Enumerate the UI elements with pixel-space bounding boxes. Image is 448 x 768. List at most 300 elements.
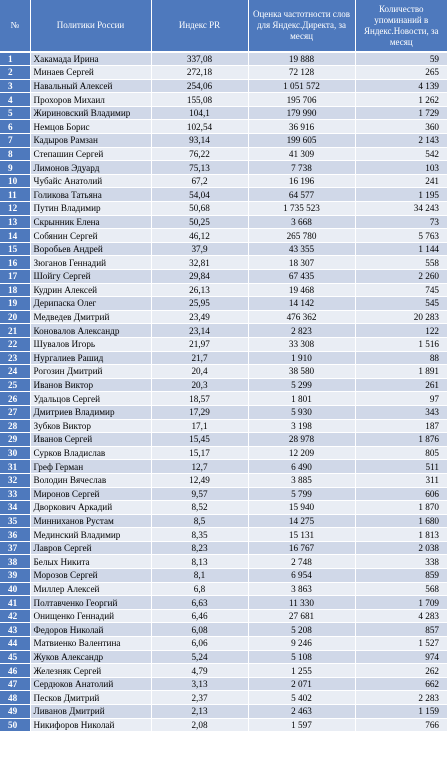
yandex-news-mentions-value: 1 262 — [355, 93, 447, 107]
politician-name: Полтавченко Георгий — [30, 596, 151, 610]
table-row — [0, 202, 447, 216]
yandex-direct-frequency-value: 265 780 — [248, 229, 355, 243]
table-row — [0, 460, 447, 474]
table-row — [0, 405, 447, 419]
row-number: 24 — [0, 365, 30, 379]
pr-index-value: 32,81 — [151, 256, 248, 270]
politician-name: Лимонов Эдуард — [30, 161, 151, 175]
yandex-news-mentions-value: 1 709 — [355, 596, 447, 610]
row-number: 20 — [0, 310, 30, 324]
politician-name: Зубков Виктор — [30, 419, 151, 433]
yandex-news-mentions-value: 20 283 — [355, 310, 447, 324]
yandex-news-mentions-value: 265 — [355, 66, 447, 80]
yandex-direct-frequency-value: 1 735 523 — [248, 202, 355, 216]
politician-name: Путин Владимир — [30, 202, 151, 216]
politician-name: Собянин Сергей — [30, 229, 151, 243]
pr-index-value: 102,54 — [151, 120, 248, 134]
row-number: 50 — [0, 718, 30, 732]
yandex-direct-frequency-value: 16 196 — [248, 174, 355, 188]
pr-index-value: 6,46 — [151, 609, 248, 623]
row-number: 35 — [0, 514, 30, 528]
politician-name: Коновалов Александр — [30, 324, 151, 338]
yandex-direct-frequency-value: 19 468 — [248, 283, 355, 297]
yandex-news-mentions-value: 1 144 — [355, 242, 447, 256]
yandex-news-mentions-value: 1 516 — [355, 337, 447, 351]
yandex-direct-frequency-value: 3 668 — [248, 215, 355, 229]
table-row — [0, 446, 447, 460]
row-number: 4 — [0, 93, 30, 107]
row-number: 31 — [0, 460, 30, 474]
row-number: 14 — [0, 229, 30, 243]
politician-name: Немцов Борис — [30, 120, 151, 134]
table-row — [0, 106, 447, 120]
row-number: 1 — [0, 52, 30, 66]
politician-name: Зюганов Геннадий — [30, 256, 151, 270]
table-row — [0, 637, 447, 651]
yandex-news-mentions-value: 606 — [355, 487, 447, 501]
row-number: 23 — [0, 351, 30, 365]
pr-index-value: 8,23 — [151, 541, 248, 555]
row-number: 36 — [0, 528, 30, 542]
table-row — [0, 52, 447, 66]
pr-index-value: 37,9 — [151, 242, 248, 256]
yandex-direct-frequency-value: 1 597 — [248, 718, 355, 732]
table-row — [0, 378, 447, 392]
yandex-news-mentions-value: 59 — [355, 52, 447, 66]
politician-name: Минниханов Рустам — [30, 514, 151, 528]
pr-index-value: 6,8 — [151, 582, 248, 596]
pr-index-value: 26,13 — [151, 283, 248, 297]
pr-index-value: 17,29 — [151, 405, 248, 419]
table-row — [0, 174, 447, 188]
yandex-direct-frequency-value: 9 246 — [248, 637, 355, 651]
yandex-direct-frequency-value: 5 799 — [248, 487, 355, 501]
yandex-direct-frequency-value: 2 071 — [248, 677, 355, 691]
pr-index-value: 21,97 — [151, 337, 248, 351]
yandex-direct-frequency-value: 476 362 — [248, 310, 355, 324]
yandex-news-mentions-value: 545 — [355, 297, 447, 311]
pr-index-value: 6,08 — [151, 623, 248, 637]
row-number: 21 — [0, 324, 30, 338]
header-name: Политики России — [30, 0, 151, 52]
yandex-direct-frequency-value: 38 580 — [248, 365, 355, 379]
yandex-news-mentions-value: 1 876 — [355, 433, 447, 447]
yandex-direct-frequency-value: 19 888 — [248, 52, 355, 66]
table-row — [0, 365, 447, 379]
table-row — [0, 134, 447, 148]
pr-index-value: 23,49 — [151, 310, 248, 324]
table-row — [0, 229, 447, 243]
row-number: 47 — [0, 677, 30, 691]
table-row — [0, 528, 447, 542]
row-number: 6 — [0, 120, 30, 134]
yandex-news-mentions-value: 97 — [355, 392, 447, 406]
pr-index-value: 8,35 — [151, 528, 248, 542]
yandex-direct-frequency-value: 2 463 — [248, 705, 355, 719]
row-number: 46 — [0, 664, 30, 678]
yandex-news-mentions-value: 974 — [355, 650, 447, 664]
politician-name: Миллер Алексей — [30, 582, 151, 596]
pr-index-value: 20,3 — [151, 378, 248, 392]
row-number: 28 — [0, 419, 30, 433]
table-row — [0, 650, 447, 664]
row-number: 33 — [0, 487, 30, 501]
row-number: 34 — [0, 501, 30, 515]
row-number: 15 — [0, 242, 30, 256]
pr-index-value: 104,1 — [151, 106, 248, 120]
row-number: 42 — [0, 609, 30, 623]
yandex-news-mentions-value: 859 — [355, 569, 447, 583]
row-number: 3 — [0, 79, 30, 93]
politician-name: Кадыров Рамзан — [30, 134, 151, 148]
yandex-direct-frequency-value: 16 767 — [248, 541, 355, 555]
table-row — [0, 310, 447, 324]
yandex-news-mentions-value: 338 — [355, 555, 447, 569]
yandex-direct-frequency-value: 1 255 — [248, 664, 355, 678]
table-row — [0, 419, 447, 433]
yandex-news-mentions-value: 241 — [355, 174, 447, 188]
politician-name: Федоров Николай — [30, 623, 151, 637]
politician-name: Голикова Татьяна — [30, 188, 151, 202]
row-number: 5 — [0, 106, 30, 120]
yandex-direct-frequency-value: 36 916 — [248, 120, 355, 134]
pr-index-value: 17,1 — [151, 419, 248, 433]
table-row — [0, 161, 447, 175]
pr-index-value: 6,63 — [151, 596, 248, 610]
yandex-direct-frequency-value: 18 307 — [248, 256, 355, 270]
yandex-news-mentions-value: 2 260 — [355, 270, 447, 284]
yandex-news-mentions-value: 1 813 — [355, 528, 447, 542]
table-row — [0, 582, 447, 596]
pr-index-value: 21,7 — [151, 351, 248, 365]
table-row — [0, 541, 447, 555]
row-number: 18 — [0, 283, 30, 297]
row-number: 22 — [0, 337, 30, 351]
yandex-news-mentions-value: 343 — [355, 405, 447, 419]
pr-index-value: 4,79 — [151, 664, 248, 678]
row-number: 37 — [0, 541, 30, 555]
yandex-direct-frequency-value: 28 978 — [248, 433, 355, 447]
yandex-news-mentions-value: 122 — [355, 324, 447, 338]
politician-name: Морозов Сергей — [30, 569, 151, 583]
pr-index-value: 272,18 — [151, 66, 248, 80]
pr-index-value: 93,14 — [151, 134, 248, 148]
politician-name: Дворкович Аркадий — [30, 501, 151, 515]
yandex-news-mentions-value: 262 — [355, 664, 447, 678]
yandex-news-mentions-value: 88 — [355, 351, 447, 365]
yandex-direct-frequency-value: 15 940 — [248, 501, 355, 515]
table-row — [0, 487, 447, 501]
yandex-direct-frequency-value: 43 355 — [248, 242, 355, 256]
politician-name: Железняк Сергей — [30, 664, 151, 678]
politician-name: Володин Вячеслав — [30, 473, 151, 487]
pr-index-value: 9,57 — [151, 487, 248, 501]
yandex-direct-frequency-value: 14 275 — [248, 514, 355, 528]
politician-name: Степашин Сергей — [30, 147, 151, 161]
politician-name: Жириновский Владимир — [30, 106, 151, 120]
politician-name: Мединский Владимир — [30, 528, 151, 542]
politician-name: Медведев Дмитрий — [30, 310, 151, 324]
table-row — [0, 473, 447, 487]
yandex-news-mentions-value: 1 195 — [355, 188, 447, 202]
table-row — [0, 270, 447, 284]
politician-name: Кудрин Алексей — [30, 283, 151, 297]
yandex-news-mentions-value: 662 — [355, 677, 447, 691]
yandex-direct-frequency-value: 5 299 — [248, 378, 355, 392]
row-number: 48 — [0, 691, 30, 705]
table-row — [0, 215, 447, 229]
row-number: 40 — [0, 582, 30, 596]
yandex-news-mentions-value: 4 283 — [355, 609, 447, 623]
table-row — [0, 351, 447, 365]
pr-index-value: 2,37 — [151, 691, 248, 705]
politician-name: Миронов Сергей — [30, 487, 151, 501]
header-num: № — [0, 0, 30, 52]
pr-index-value: 23,14 — [151, 324, 248, 338]
politician-name: Песков Дмитрий — [30, 691, 151, 705]
table-row — [0, 677, 447, 691]
yandex-direct-frequency-value: 67 435 — [248, 270, 355, 284]
yandex-news-mentions-value: 1 891 — [355, 365, 447, 379]
politician-name: Скрынник Елена — [30, 215, 151, 229]
yandex-direct-frequency-value: 5 108 — [248, 650, 355, 664]
row-number: 43 — [0, 623, 30, 637]
pr-index-value: 18,57 — [151, 392, 248, 406]
politician-name: Сурков Владислав — [30, 446, 151, 460]
table-row — [0, 147, 447, 161]
yandex-direct-frequency-value: 1 910 — [248, 351, 355, 365]
yandex-news-mentions-value: 2 283 — [355, 691, 447, 705]
yandex-news-mentions-value: 360 — [355, 120, 447, 134]
yandex-direct-frequency-value: 5 402 — [248, 691, 355, 705]
yandex-direct-frequency-value: 2 748 — [248, 555, 355, 569]
row-number: 11 — [0, 188, 30, 202]
table-row — [0, 501, 447, 515]
table-row — [0, 569, 447, 583]
politician-name: Иванов Сергей — [30, 433, 151, 447]
row-number: 38 — [0, 555, 30, 569]
politician-name: Нургалиев Рашид — [30, 351, 151, 365]
table-row — [0, 705, 447, 719]
table-row — [0, 664, 447, 678]
yandex-news-mentions-value: 542 — [355, 147, 447, 161]
yandex-direct-frequency-value: 1 051 572 — [248, 79, 355, 93]
yandex-news-mentions-value: 745 — [355, 283, 447, 297]
yandex-direct-frequency-value: 27 681 — [248, 609, 355, 623]
politician-name: Дерипаска Олег — [30, 297, 151, 311]
politician-name: Прохоров Михаил — [30, 93, 151, 107]
row-number: 39 — [0, 569, 30, 583]
table-row — [0, 283, 447, 297]
table-row — [0, 691, 447, 705]
politician-name: Лавров Сергей — [30, 541, 151, 555]
pr-index-value: 8,52 — [151, 501, 248, 515]
table-row — [0, 555, 447, 569]
pr-index-value: 155,08 — [151, 93, 248, 107]
politician-name: Белых Никита — [30, 555, 151, 569]
pr-index-value: 76,22 — [151, 147, 248, 161]
row-number: 12 — [0, 202, 30, 216]
yandex-news-mentions-value: 1 527 — [355, 637, 447, 651]
pr-index-value: 46,12 — [151, 229, 248, 243]
yandex-direct-frequency-value: 3 885 — [248, 473, 355, 487]
row-number: 16 — [0, 256, 30, 270]
pr-index-value: 6,06 — [151, 637, 248, 651]
yandex-direct-frequency-value: 1 801 — [248, 392, 355, 406]
row-number: 8 — [0, 147, 30, 161]
pr-index-value: 5,24 — [151, 650, 248, 664]
header-yandex-news-mentions: Количество упоминаний в Яндекс.Новости, за месяц — [355, 0, 447, 52]
table-row — [0, 609, 447, 623]
pr-index-value: 75,13 — [151, 161, 248, 175]
yandex-news-mentions-value: 1 729 — [355, 106, 447, 120]
yandex-direct-frequency-value: 7 738 — [248, 161, 355, 175]
yandex-news-mentions-value: 2 038 — [355, 541, 447, 555]
table-row — [0, 596, 447, 610]
politician-name: Чубайс Анатолий — [30, 174, 151, 188]
row-number: 45 — [0, 650, 30, 664]
yandex-direct-frequency-value: 11 330 — [248, 596, 355, 610]
row-number: 30 — [0, 446, 30, 460]
pr-index-value: 12,7 — [151, 460, 248, 474]
pr-index-value: 50,68 — [151, 202, 248, 216]
table-row — [0, 242, 447, 256]
table-row — [0, 392, 447, 406]
yandex-direct-frequency-value: 5 208 — [248, 623, 355, 637]
yandex-direct-frequency-value: 14 142 — [248, 297, 355, 311]
yandex-news-mentions-value: 805 — [355, 446, 447, 460]
pr-index-value: 15,45 — [151, 433, 248, 447]
row-number: 29 — [0, 433, 30, 447]
yandex-news-mentions-value: 766 — [355, 718, 447, 732]
pr-index-value: 254,06 — [151, 79, 248, 93]
row-number: 17 — [0, 270, 30, 284]
row-number: 9 — [0, 161, 30, 175]
pr-index-value: 337,08 — [151, 52, 248, 66]
yandex-news-mentions-value: 5 763 — [355, 229, 447, 243]
row-number: 19 — [0, 297, 30, 311]
yandex-direct-frequency-value: 64 577 — [248, 188, 355, 202]
row-number: 26 — [0, 392, 30, 406]
politician-name: Шойгу Сергей — [30, 270, 151, 284]
yandex-direct-frequency-value: 2 823 — [248, 324, 355, 338]
table-row — [0, 188, 447, 202]
row-number: 7 — [0, 134, 30, 148]
yandex-direct-frequency-value: 5 930 — [248, 405, 355, 419]
pr-index-value: 15,17 — [151, 446, 248, 460]
header-yandex-direct-frequency: Оценка частотности слов для Яндекс.Директа, за месяц — [248, 0, 355, 52]
table-row — [0, 514, 447, 528]
table-row — [0, 120, 447, 134]
yandex-news-mentions-value: 1 680 — [355, 514, 447, 528]
yandex-direct-frequency-value: 195 706 — [248, 93, 355, 107]
politician-name: Матвиенко Валентина — [30, 637, 151, 651]
table-row — [0, 623, 447, 637]
pr-index-value: 20,4 — [151, 365, 248, 379]
politician-name: Ливанов Дмитрий — [30, 705, 151, 719]
table-body — [0, 52, 447, 732]
yandex-news-mentions-value: 261 — [355, 378, 447, 392]
politician-name: Навальный Алексей — [30, 79, 151, 93]
yandex-direct-frequency-value: 15 131 — [248, 528, 355, 542]
politician-name: Удальцов Сергей — [30, 392, 151, 406]
yandex-news-mentions-value: 311 — [355, 473, 447, 487]
yandex-news-mentions-value: 2 143 — [355, 134, 447, 148]
header-row — [0, 0, 447, 52]
pr-index-value: 3,13 — [151, 677, 248, 691]
row-number: 10 — [0, 174, 30, 188]
row-number: 25 — [0, 378, 30, 392]
yandex-direct-frequency-value: 41 309 — [248, 147, 355, 161]
yandex-direct-frequency-value: 3 198 — [248, 419, 355, 433]
table-row — [0, 324, 447, 338]
politician-name: Жуков Александр — [30, 650, 151, 664]
politician-name: Рогозин Дмитрий — [30, 365, 151, 379]
pr-index-value: 8,1 — [151, 569, 248, 583]
yandex-news-mentions-value: 187 — [355, 419, 447, 433]
row-number: 27 — [0, 405, 30, 419]
table-row — [0, 66, 447, 80]
politician-name: Хакамада Ирина — [30, 52, 151, 66]
row-number: 2 — [0, 66, 30, 80]
pr-index-value: 25,95 — [151, 297, 248, 311]
yandex-news-mentions-value: 34 243 — [355, 202, 447, 216]
yandex-direct-frequency-value: 179 990 — [248, 106, 355, 120]
yandex-direct-frequency-value: 3 863 — [248, 582, 355, 596]
table-row — [0, 93, 447, 107]
pr-index-value: 29,84 — [151, 270, 248, 284]
yandex-direct-frequency-value: 72 128 — [248, 66, 355, 80]
table-row — [0, 337, 447, 351]
row-number: 41 — [0, 596, 30, 610]
table-row — [0, 718, 447, 732]
politician-name: Никифоров Николай — [30, 718, 151, 732]
row-number: 44 — [0, 637, 30, 651]
yandex-news-mentions-value: 1 159 — [355, 705, 447, 719]
yandex-direct-frequency-value: 33 308 — [248, 337, 355, 351]
yandex-direct-frequency-value: 12 209 — [248, 446, 355, 460]
yandex-news-mentions-value: 568 — [355, 582, 447, 596]
politician-name: Шувалов Игорь — [30, 337, 151, 351]
yandex-news-mentions-value: 4 139 — [355, 79, 447, 93]
table-row — [0, 297, 447, 311]
yandex-direct-frequency-value: 199 605 — [248, 134, 355, 148]
politician-name: Сердюков Анатолий — [30, 677, 151, 691]
politician-name: Греф Герман — [30, 460, 151, 474]
yandex-news-mentions-value: 73 — [355, 215, 447, 229]
pr-index-value: 8,5 — [151, 514, 248, 528]
pr-index-value: 12,49 — [151, 473, 248, 487]
yandex-news-mentions-value: 103 — [355, 161, 447, 175]
politician-name: Онищенко Геннадий — [30, 609, 151, 623]
politician-name: Воробьев Андрей — [30, 242, 151, 256]
table-row — [0, 256, 447, 270]
politician-name: Дмитриев Владимир — [30, 405, 151, 419]
row-number: 49 — [0, 705, 30, 719]
table-row — [0, 79, 447, 93]
pr-index-value: 67,2 — [151, 174, 248, 188]
pr-index-value: 8,13 — [151, 555, 248, 569]
row-number: 13 — [0, 215, 30, 229]
pr-index-value: 50,25 — [151, 215, 248, 229]
pr-index-value: 2,08 — [151, 718, 248, 732]
pr-index-value: 54,04 — [151, 188, 248, 202]
yandex-news-mentions-value: 558 — [355, 256, 447, 270]
row-number: 32 — [0, 473, 30, 487]
yandex-news-mentions-value: 1 870 — [355, 501, 447, 515]
table-row — [0, 433, 447, 447]
yandex-direct-frequency-value: 6 954 — [248, 569, 355, 583]
